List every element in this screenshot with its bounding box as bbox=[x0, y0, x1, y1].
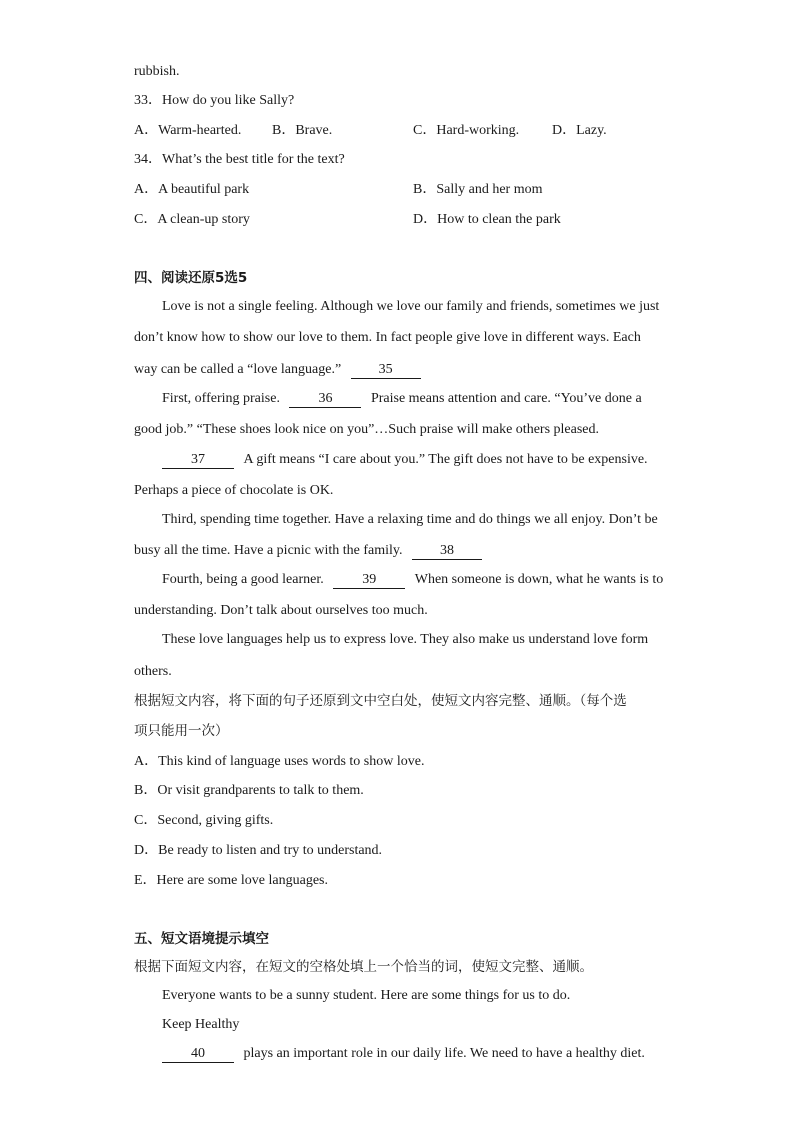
s5-paragraph2 bbox=[162, 1045, 645, 1063]
s4-paragraph6-line1: These love languages help us to express love. They also make us understand love form bbox=[162, 632, 649, 647]
s4-paragraph3-line1 bbox=[162, 451, 648, 469]
q33-option-d: D．Lazy. bbox=[552, 123, 607, 138]
s4-paragraph1-line2: don’t know how to show our love to them. In fact people give love in different ways. Each bbox=[134, 330, 641, 345]
blank-40[interactable]: 40 bbox=[162, 1046, 234, 1063]
q33-question: 33．How do you like Sally? bbox=[134, 93, 295, 108]
s5-paragraph2-text: plays an important role in our daily life. We need to have a healthy diet. bbox=[243, 1046, 645, 1061]
q32-tail-text: rubbish. bbox=[134, 64, 180, 79]
q34-option-a: A．A beautiful park bbox=[134, 182, 250, 197]
s4-choice-e: E．Here are some love languages. bbox=[134, 873, 328, 888]
q33-option-c: C．Hard-working. bbox=[413, 123, 520, 138]
s5-heading: Keep Healthy bbox=[162, 1017, 240, 1032]
s4-paragraph5-line2: understanding. Don’t talk about ourselves too much. bbox=[134, 603, 428, 618]
q34-question: 34．What’s the best title for the text? bbox=[134, 152, 345, 167]
q34-option-d: D．How to clean the park bbox=[413, 212, 561, 227]
s4-choice-b: B．Or visit grandparents to talk to them. bbox=[134, 783, 364, 798]
q34-option-b: B．Sally and her mom bbox=[413, 182, 543, 197]
s4-paragraph2-text-a: First, offering praise. bbox=[162, 391, 280, 406]
q34-option-c: C．A clean-up story bbox=[134, 212, 250, 227]
blank-37[interactable]: 37 bbox=[162, 452, 234, 469]
s5-paragraph1: Everyone wants to be a sunny student. Here are some things for us to do. bbox=[162, 988, 571, 1003]
blank-39[interactable]: 39 bbox=[333, 572, 405, 589]
blank-38[interactable]: 38 bbox=[412, 543, 482, 560]
s4-paragraph3-text: A gift means “I care about you.” The gift does not have to be expensive. bbox=[243, 452, 648, 467]
s4-paragraph1-line3-text: way can be called a “love language.” bbox=[134, 362, 342, 377]
s5-instruction: 根据下面短文内容，在短文的空格处填上一个恰当的词，使短文完整、通顺。 bbox=[134, 959, 593, 975]
section5-title: 五、短文语境提示填空 bbox=[134, 931, 269, 947]
s4-paragraph4-line2 bbox=[134, 542, 482, 560]
s4-paragraph4-line1: Third, spending time together. Have a relaxing time and do things we all enjoy. Don’t be bbox=[162, 512, 658, 527]
s4-paragraph5-line1 bbox=[162, 571, 663, 589]
s4-paragraph6-line2: others. bbox=[134, 664, 172, 679]
q33-option-b: B．Brave. bbox=[272, 123, 333, 138]
s4-instruction-line1: 根据短文内容，将下面的句子还原到文中空白处，使短文内容完整、通顺。（每个选 bbox=[134, 693, 627, 709]
s4-instruction-line2: 项只能用一次） bbox=[134, 723, 229, 739]
blank-35[interactable]: 35 bbox=[351, 362, 421, 379]
q33-option-a: A．Warm-hearted. bbox=[134, 123, 242, 138]
s4-paragraph1-line1: Love is not a single feeling. Although we love our family and friends, sometimes we just bbox=[162, 299, 660, 314]
s4-paragraph1-line3 bbox=[134, 361, 421, 379]
s4-paragraph5-text-a: Fourth, being a good learner. bbox=[162, 572, 324, 587]
blank-36[interactable]: 36 bbox=[289, 391, 361, 408]
s4-paragraph2-text-b: Praise means attention and care. “You’ve done a bbox=[370, 391, 642, 406]
s4-paragraph3-line2: Perhaps a piece of chocolate is OK. bbox=[134, 483, 334, 498]
s4-paragraph4-line2-text: busy all the time. Have a picnic with the family. bbox=[134, 543, 403, 558]
s4-paragraph2-line2: good job.” “These shoes look nice on you”…Such praise will make others pleased. bbox=[134, 422, 599, 437]
s4-choice-a: A．This kind of language uses words to show love. bbox=[134, 754, 425, 769]
s4-paragraph5-text-b: When someone is down, what he wants is to bbox=[414, 572, 664, 587]
section4-title: 四、阅读还原5选5 bbox=[134, 270, 248, 286]
s4-choice-d: D．Be ready to listen and try to understand. bbox=[134, 843, 383, 858]
s4-choice-c: C．Second, giving gifts. bbox=[134, 813, 274, 828]
s4-paragraph2-line1 bbox=[162, 390, 642, 408]
